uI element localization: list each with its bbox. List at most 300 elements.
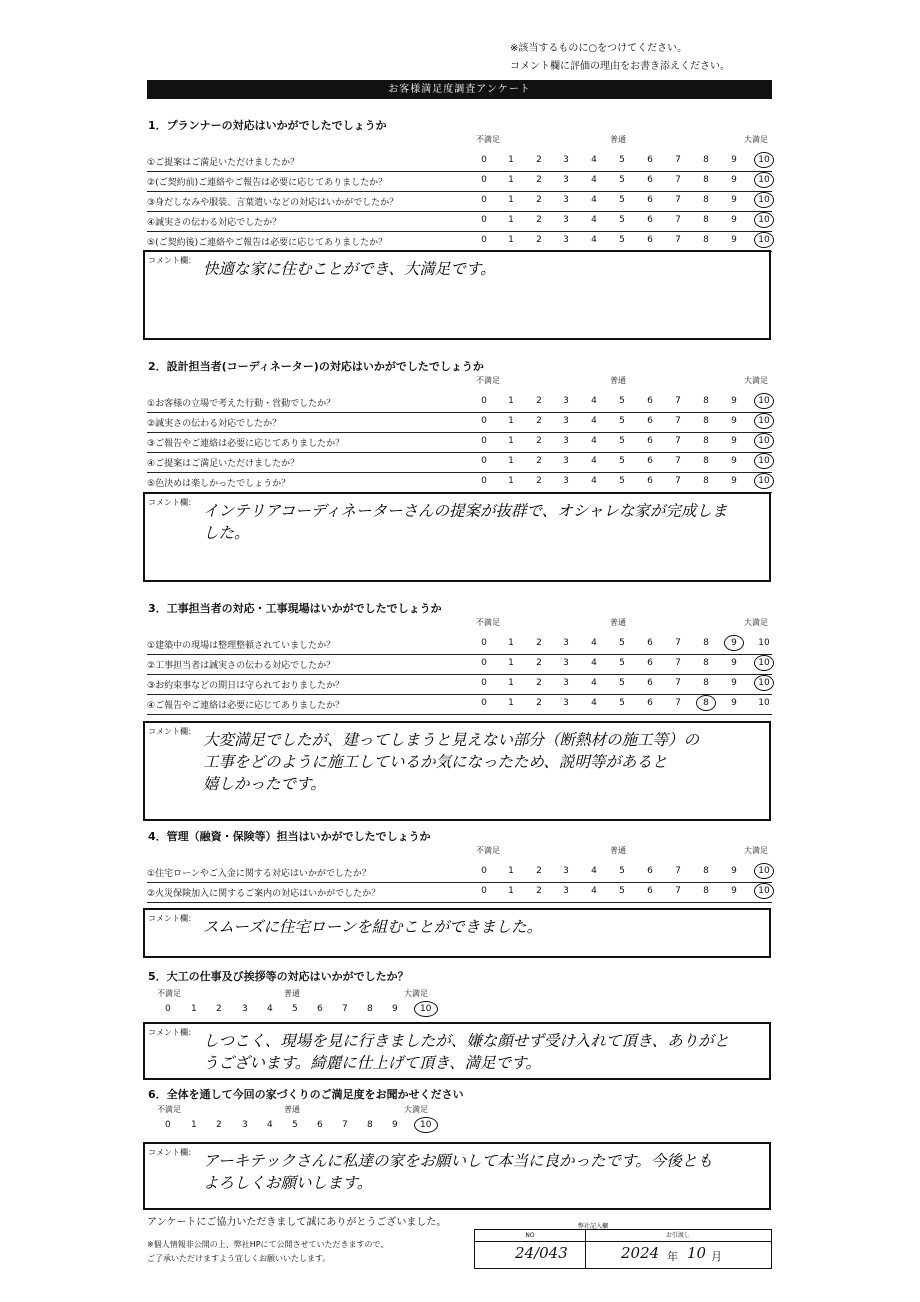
selected-rating-circle[interactable] <box>754 192 774 208</box>
scale-number: 8 <box>703 235 709 245</box>
section-1-title: 1．プランナーの対応はいかがでしたでしょうか <box>148 119 387 132</box>
scale-number: 7 <box>675 886 681 896</box>
scale-number: 0 <box>481 416 487 426</box>
scale-number: 6 <box>647 215 653 225</box>
scale-number: 8 <box>703 638 709 648</box>
scale-number: 0 <box>481 195 487 205</box>
scale-number: 6 <box>647 456 653 466</box>
scale-number: 9 <box>731 175 737 185</box>
scale-number: 6 <box>647 416 653 426</box>
question-text: ③ご報告やご連絡は必要に応じてありましたか？ <box>147 439 345 449</box>
section-2-scale-mid: 普通 <box>610 376 626 385</box>
scale-number: 2 <box>216 1004 222 1014</box>
selected-rating-circle[interactable] <box>754 433 774 449</box>
scale-number: 7 <box>675 195 681 205</box>
scale-number: 7 <box>675 175 681 185</box>
scale-number: 9 <box>731 886 737 896</box>
section-1-scale-low: 不満足 <box>476 135 500 144</box>
scale-number: 9 <box>731 698 737 708</box>
scale-number: 7 <box>675 638 681 648</box>
scale-number: 2 <box>536 396 542 406</box>
question-row <box>147 211 772 232</box>
section-4-scale-mid: 普通 <box>610 846 626 855</box>
comment-label: コメント欄： <box>148 727 196 736</box>
scale-number: 8 <box>703 866 709 876</box>
handwritten-comment-line: 工事をどのように施工しているか気になったため、説明等があると <box>203 753 668 771</box>
scale-number: 8 <box>703 175 709 185</box>
scale-number: 5 <box>619 638 625 648</box>
year-value: 2024 <box>621 1244 660 1262</box>
scale-number: 5 <box>619 866 625 876</box>
scale-number: 2 <box>536 175 542 185</box>
scale-number: 1 <box>508 195 514 205</box>
handwritten-comment-line: 快適な家に住むことができ、大満足です。 <box>203 260 496 278</box>
scale-number: 2 <box>536 886 542 896</box>
scale-number: 6 <box>647 235 653 245</box>
section-6-scale-high: 大満足 <box>404 1105 428 1114</box>
selected-rating-circle[interactable] <box>414 1117 438 1133</box>
scale-number: 4 <box>591 866 597 876</box>
thanks-message: アンケートにご協力いただきまして誠にありがとうございました。 <box>147 1217 447 1228</box>
scale-number: 6 <box>317 1120 323 1130</box>
handwritten-comment-line: アーキテックさんに私達の家をお願いして本当に良かったです。今後とも <box>203 1152 713 1170</box>
scale-number: 7 <box>675 215 681 225</box>
scale-number: 2 <box>536 658 542 668</box>
scale-number: 2 <box>536 678 542 688</box>
scale-number: 0 <box>481 678 487 688</box>
scale-number: 9 <box>731 866 737 876</box>
year-unit: 年 <box>667 1250 678 1263</box>
scale-number: 7 <box>675 396 681 406</box>
scale-number: 6 <box>647 396 653 406</box>
question-row <box>147 472 772 493</box>
scale-number: 8 <box>703 658 709 668</box>
scale-number: 10 <box>758 195 770 205</box>
scale-number: 6 <box>647 155 653 165</box>
scale-number: 1 <box>508 658 514 668</box>
scale-number: 0 <box>481 658 487 668</box>
question-row <box>147 151 772 172</box>
handwritten-comment-line: 嬉しかったです。 <box>203 775 326 793</box>
comment-label: コメント欄： <box>148 1028 196 1037</box>
scale-number: 3 <box>563 195 569 205</box>
scale-number: 9 <box>731 195 737 205</box>
question-row <box>147 452 772 473</box>
question-row <box>147 432 772 453</box>
selected-rating-circle[interactable] <box>754 453 774 469</box>
selected-rating-circle[interactable] <box>754 393 774 409</box>
section-2-scale-low: 不満足 <box>476 376 500 385</box>
selected-rating-circle[interactable] <box>754 473 774 489</box>
selected-rating-circle[interactable] <box>696 695 716 711</box>
scale-number: 2 <box>536 866 542 876</box>
handwritten-comment-line: 大変満足でしたが、建ってしまうと見えない部分（断熱材の施工等）の <box>203 731 700 749</box>
scale-number: 2 <box>536 155 542 165</box>
scale-number: 5 <box>619 456 625 466</box>
scale-number: 3 <box>242 1004 248 1014</box>
scale-number: 6 <box>317 1004 323 1014</box>
scale-number: 4 <box>591 886 597 896</box>
scale-number: 4 <box>591 476 597 486</box>
scale-number: 6 <box>647 638 653 648</box>
question-row <box>147 674 772 695</box>
scale-number: 10 <box>758 658 770 668</box>
scale-number: 4 <box>591 678 597 688</box>
section-5-title: 5．大工の仕事及び挨拶等の対応はいかがでしたか？ <box>148 970 409 983</box>
section-6-title: 6．全体を通して今回の家づくりのご満足度をお聞かせください <box>148 1088 464 1101</box>
scale-number: 3 <box>563 175 569 185</box>
instruction-comment: コメント欄に評価の理由をお書き添えください。 <box>510 61 730 72</box>
scale-number: 2 <box>536 456 542 466</box>
selected-rating-circle[interactable] <box>754 655 774 671</box>
scale-number: 9 <box>731 215 737 225</box>
scale-number: 4 <box>591 698 597 708</box>
scale-number: 6 <box>647 175 653 185</box>
scale-number: 4 <box>591 416 597 426</box>
scale-number: 1 <box>508 155 514 165</box>
question-row <box>147 634 772 655</box>
scale-number: 0 <box>481 698 487 708</box>
scale-number: 4 <box>591 456 597 466</box>
privacy-note <box>147 1238 388 1266</box>
section-6-comment-box <box>143 1142 771 1210</box>
delivery-label: お引渡し <box>585 1230 771 1242</box>
scale-number: 1 <box>508 698 514 708</box>
scale-number: 1 <box>508 866 514 876</box>
scale-number: 8 <box>703 155 709 165</box>
survey-title: お客様満足度調査アンケート <box>147 80 772 99</box>
scale-number: 10 <box>420 1120 432 1130</box>
question-text: ③お約束事などの期日は守られておりましたか？ <box>147 681 345 691</box>
scale-number: 10 <box>758 155 770 165</box>
scale-number: 2 <box>536 476 542 486</box>
scale-number: 8 <box>703 215 709 225</box>
question-row <box>147 412 772 433</box>
scale-number: 7 <box>342 1120 348 1130</box>
scale-number: 3 <box>563 456 569 466</box>
scale-number: 10 <box>758 436 770 446</box>
scale-number: 1 <box>508 416 514 426</box>
selected-rating-circle[interactable] <box>754 152 774 168</box>
scale-number: 5 <box>619 698 625 708</box>
question-row <box>147 654 772 675</box>
scale-number: 9 <box>731 658 737 668</box>
scale-number: 7 <box>675 866 681 876</box>
scale-number: 10 <box>758 416 770 426</box>
scale-number: 9 <box>731 436 737 446</box>
scale-number: 7 <box>675 678 681 688</box>
scale-number: 8 <box>703 456 709 466</box>
selected-rating-circle[interactable] <box>754 212 774 228</box>
scale-number: 10 <box>758 215 770 225</box>
scale-number: 3 <box>563 866 569 876</box>
scale-number: 1 <box>508 476 514 486</box>
scale-number: 5 <box>292 1120 298 1130</box>
section-6-scale-mid: 普通 <box>284 1105 300 1114</box>
scale-number: 2 <box>536 698 542 708</box>
scale-number: 9 <box>731 235 737 245</box>
scale-number: 1 <box>508 175 514 185</box>
section-5-scale-low: 不満足 <box>157 989 181 998</box>
selected-rating-circle[interactable] <box>414 1001 438 1017</box>
section-3-comment-box <box>143 721 771 821</box>
scale-number: 0 <box>481 215 487 225</box>
scale-number: 8 <box>703 476 709 486</box>
scale-number: 8 <box>703 886 709 896</box>
scale-number: 1 <box>508 638 514 648</box>
comment-label: コメント欄： <box>148 256 196 265</box>
scale-number: 7 <box>675 698 681 708</box>
scale-number: 6 <box>647 678 653 688</box>
question-text: ①お客様の立場で考えた行動・営動でしたか？ <box>147 399 336 409</box>
question-row <box>147 191 772 212</box>
question-row <box>147 231 772 252</box>
scale-number: 0 <box>481 155 487 165</box>
scale-number: 8 <box>703 698 709 708</box>
scale-number: 4 <box>591 658 597 668</box>
question-row <box>147 392 772 413</box>
scale-number: 5 <box>619 678 625 688</box>
scale-number: 3 <box>563 658 569 668</box>
scale-number: 9 <box>392 1004 398 1014</box>
scale-number: 7 <box>675 155 681 165</box>
scale-number: 5 <box>619 436 625 446</box>
section-1-comment-box <box>143 250 771 340</box>
scale-number: 4 <box>267 1120 273 1130</box>
handwritten-comment-line: うございます。綺麗に仕上げて頂き、満足です。 <box>203 1054 541 1072</box>
comment-label: コメント欄： <box>148 1148 196 1157</box>
scale-number: 1 <box>508 436 514 446</box>
scale-number: 7 <box>675 476 681 486</box>
question-text: ③身だしなみや服装、言葉遣いなどの対応はいかがでしたか？ <box>147 198 399 208</box>
scale-number: 10 <box>758 235 770 245</box>
scale-number: 9 <box>731 396 737 406</box>
scale-number: 10 <box>758 175 770 185</box>
no-value: 24/043 <box>515 1244 568 1262</box>
scale-number: 2 <box>536 436 542 446</box>
selected-rating-circle[interactable] <box>754 863 774 879</box>
scale-number: 8 <box>703 396 709 406</box>
question-text: ②誠実さの伝わる対応でしたか？ <box>147 419 282 429</box>
scale-number: 10 <box>758 476 770 486</box>
scale-number: 3 <box>563 698 569 708</box>
scale-number: 4 <box>591 235 597 245</box>
scale-number: 8 <box>703 436 709 446</box>
selected-rating-circle[interactable] <box>754 232 774 248</box>
handwritten-comment-line: よろしくお願いします。 <box>203 1174 373 1192</box>
scale-number: 9 <box>731 456 737 466</box>
scale-number: 0 <box>481 866 487 876</box>
scale-number: 6 <box>647 476 653 486</box>
scale-number: 1 <box>508 215 514 225</box>
scale-number: 7 <box>675 436 681 446</box>
month-unit: 月 <box>711 1250 722 1263</box>
scale-number: 3 <box>563 886 569 896</box>
scale-number: 10 <box>420 1004 432 1014</box>
comment-label: コメント欄： <box>148 914 196 923</box>
question-text: ①建築中の現場は整理整頓されていましたか？ <box>147 641 336 651</box>
scale-number: 2 <box>536 638 542 648</box>
section-4-title: 4．管理（融資・保険等）担当はいかがでしたでしょうか <box>148 830 431 843</box>
section-3-title: 3．工事担当者の対応・工事現場はいかがでしたでしょうか <box>148 602 442 615</box>
scale-number: 10 <box>758 698 770 708</box>
scale-number: 3 <box>563 476 569 486</box>
section-3-scale-mid: 普通 <box>610 618 626 627</box>
scale-number: 3 <box>563 416 569 426</box>
scale-number: 0 <box>165 1004 171 1014</box>
scale-number: 8 <box>703 416 709 426</box>
scale-number: 5 <box>619 476 625 486</box>
question-row <box>147 694 772 715</box>
scale-number: 1 <box>191 1004 197 1014</box>
scale-number: 0 <box>481 436 487 446</box>
scale-number: 2 <box>536 416 542 426</box>
month-value: 10 <box>687 1244 707 1262</box>
scale-number: 0 <box>481 476 487 486</box>
scale-number: 5 <box>619 175 625 185</box>
section-4-scale-high: 大満足 <box>744 846 768 855</box>
section-1-scale-high: 大満足 <box>744 135 768 144</box>
handwritten-comment-line: した。 <box>203 524 250 542</box>
handwritten-comment-line: スムーズに住宅ローンを組むことができました。 <box>203 918 543 936</box>
scale-number: 10 <box>758 678 770 688</box>
selected-rating-circle[interactable] <box>754 172 774 188</box>
scale-number: 10 <box>758 456 770 466</box>
scale-number: 3 <box>563 436 569 446</box>
scale-number: 7 <box>342 1004 348 1014</box>
scale-number: 1 <box>191 1120 197 1130</box>
privacy-note-line2: ご了承いただけますよう宜しくお願いいたします。 <box>147 1254 331 1263</box>
scale-number: 1 <box>508 456 514 466</box>
scale-number: 0 <box>481 886 487 896</box>
question-text: ②工事担当者は誠実さの伝わる対応でしたか？ <box>147 661 336 671</box>
scale-number: 9 <box>392 1120 398 1130</box>
scale-number: 9 <box>731 155 737 165</box>
scale-number: 5 <box>619 235 625 245</box>
question-text: ⑤(ご契約後)ご連絡やご報告は必要に応じてありましたか？ <box>147 238 388 248</box>
scale-number: 3 <box>563 678 569 688</box>
scale-number: 4 <box>591 638 597 648</box>
scale-number: 6 <box>647 886 653 896</box>
scale-number: 6 <box>647 658 653 668</box>
scale-number: 8 <box>367 1120 373 1130</box>
scale-number: 7 <box>675 658 681 668</box>
question-row <box>147 862 772 883</box>
scale-number: 3 <box>563 155 569 165</box>
scale-number: 5 <box>619 886 625 896</box>
scale-number: 0 <box>481 456 487 466</box>
scale-number: 2 <box>536 235 542 245</box>
scale-number: 4 <box>591 155 597 165</box>
scale-number: 0 <box>481 638 487 648</box>
question-row <box>147 171 772 192</box>
selected-rating-circle[interactable] <box>724 635 744 651</box>
scale-number: 5 <box>619 416 625 426</box>
scale-number: 5 <box>619 155 625 165</box>
scale-number: 10 <box>758 866 770 876</box>
scale-number: 1 <box>508 396 514 406</box>
section-2-scale-high: 大満足 <box>744 376 768 385</box>
scale-number: 9 <box>731 678 737 688</box>
office-use-label: 弊社記入欄 <box>578 1223 609 1230</box>
section-2-comment-box <box>143 492 771 582</box>
selected-rating-circle[interactable] <box>754 413 774 429</box>
scale-number: 0 <box>481 175 487 185</box>
scale-number: 0 <box>481 396 487 406</box>
question-text: ④ご提案はご満足いただけましたか？ <box>147 459 300 469</box>
privacy-note-line1: ※個人情報非公開の上、弊社HPにて公開させていただきますので、 <box>147 1240 389 1249</box>
scale-number: 4 <box>267 1004 273 1014</box>
scale-number: 8 <box>367 1004 373 1014</box>
scale-number: 0 <box>481 235 487 245</box>
scale-number: 6 <box>647 195 653 205</box>
scale-number: 3 <box>563 638 569 648</box>
instructions <box>510 40 730 76</box>
question-text: ②火災保険加入に関するご案内の対応はいかがでしたか？ <box>147 889 381 899</box>
scale-number: 7 <box>675 235 681 245</box>
scale-number: 2 <box>216 1120 222 1130</box>
section-3-scale-low: 不満足 <box>476 618 500 627</box>
scale-number: 3 <box>242 1120 248 1130</box>
handwritten-comment-line: しつこく、現場を見に行きましたが、嫌な顔せず受け入れて頂き、ありがと <box>203 1032 730 1050</box>
scale-number: 10 <box>758 886 770 896</box>
section-4-scale-low: 不満足 <box>476 846 500 855</box>
scale-number: 4 <box>591 175 597 185</box>
scale-number: 6 <box>647 698 653 708</box>
section-1-scale-mid: 普通 <box>610 135 626 144</box>
section-5-scale-mid: 普通 <box>284 989 300 998</box>
scale-number: 1 <box>508 678 514 688</box>
table-divider <box>585 1230 586 1268</box>
scale-number: 8 <box>703 195 709 205</box>
scale-number: 1 <box>508 886 514 896</box>
question-text: ④ご報告やご連絡は必要に応じてありましたか？ <box>147 701 345 711</box>
scale-number: 5 <box>619 195 625 205</box>
question-text: ⑤色決めは楽しかったでしょうか？ <box>147 479 291 489</box>
scale-number: 5 <box>619 215 625 225</box>
scale-number: 7 <box>675 416 681 426</box>
scale-number: 7 <box>675 456 681 466</box>
scale-number: 9 <box>731 476 737 486</box>
selected-rating-circle[interactable] <box>754 883 774 899</box>
section-2-title: 2．設計担当者(コーディネーター)の対応はいかがでしたでしょうか <box>148 360 484 373</box>
scale-number: 0 <box>165 1120 171 1130</box>
scale-number: 4 <box>591 436 597 446</box>
scale-number: 3 <box>563 215 569 225</box>
scale-number: 2 <box>536 215 542 225</box>
section-5-comment-box <box>143 1022 771 1080</box>
selected-rating-circle[interactable] <box>754 675 774 691</box>
scale-number: 6 <box>647 436 653 446</box>
scale-number: 8 <box>703 678 709 688</box>
question-text: ②(ご契約前)ご連絡やご報告は必要に応じてありましたか？ <box>147 178 388 188</box>
scale-number: 3 <box>563 235 569 245</box>
section-4-comment-box <box>143 908 771 958</box>
scale-number: 9 <box>731 638 737 648</box>
question-text: ④誠実さの伝わる対応でしたか？ <box>147 218 282 228</box>
scale-number: 5 <box>619 658 625 668</box>
section-6-scale-low: 不満足 <box>157 1105 181 1114</box>
comment-label: コメント欄： <box>148 498 196 507</box>
scale-number: 1 <box>508 235 514 245</box>
office-use-table <box>474 1229 772 1269</box>
scale-number: 2 <box>536 195 542 205</box>
scale-number: 9 <box>731 416 737 426</box>
scale-number: 10 <box>758 638 770 648</box>
section-3-scale-high: 大満足 <box>744 618 768 627</box>
scale-number: 10 <box>758 396 770 406</box>
scale-number: 5 <box>619 396 625 406</box>
